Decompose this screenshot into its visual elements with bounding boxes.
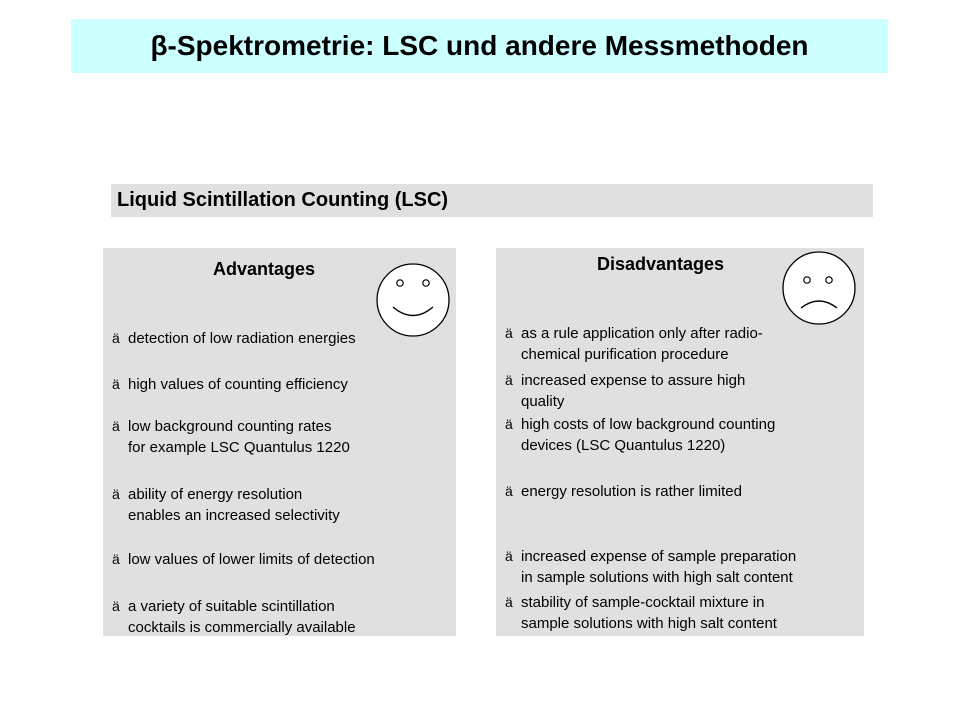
title-text: -Spektrometrie: LSC und andere Messmethoden xyxy=(167,30,809,61)
item-line: cocktails is commercially available xyxy=(128,619,356,636)
item-line: high values of counting efficiency xyxy=(128,376,348,393)
item-line: low background counting rates xyxy=(128,418,332,435)
item-text xyxy=(128,416,350,458)
disadvantages-heading: Disadvantages xyxy=(597,254,725,274)
disadvantages-item xyxy=(505,323,763,365)
bullet-arrow-icon: ä xyxy=(505,483,513,499)
advantages-item xyxy=(112,374,348,395)
title-greek-letter: β xyxy=(150,30,168,61)
bullet-arrow-icon: ä xyxy=(112,330,120,346)
page-title xyxy=(150,30,808,62)
advantages-heading: Advantages xyxy=(213,259,316,279)
item-line: ability of energy resolution xyxy=(128,486,303,503)
disadvantages-item xyxy=(505,592,777,634)
bullet-arrow-icon: ä xyxy=(112,598,120,614)
item-line: as a rule application only after radio- xyxy=(521,325,763,342)
bullet-arrow-icon: ä xyxy=(505,594,513,610)
item-line: stability of sample-cocktail mixture in xyxy=(521,594,765,611)
bullet-arrow-icon: ä xyxy=(505,372,513,388)
bullet-arrow-icon: ä xyxy=(505,416,513,432)
item-line: detection of low radiation energies xyxy=(128,330,356,347)
disadvantages-item xyxy=(505,370,745,412)
item-text xyxy=(128,374,348,395)
item-line: in sample solutions with high salt content xyxy=(521,569,793,586)
item-text xyxy=(521,481,742,502)
title-banner xyxy=(71,19,888,73)
item-line: devices (LSC Quantulus 1220) xyxy=(521,437,726,454)
item-line: a variety of suitable scintillation xyxy=(128,598,335,615)
disadvantages-panel xyxy=(496,248,864,636)
smiley-face-icon xyxy=(375,262,451,338)
sad-face-icon xyxy=(781,250,857,326)
item-text xyxy=(128,549,375,570)
bullet-arrow-icon: ä xyxy=(112,551,120,567)
item-text xyxy=(128,484,340,526)
item-line: increased expense to assure high xyxy=(521,372,746,389)
bullet-arrow-icon: ä xyxy=(112,486,120,502)
item-line: energy resolution is rather limited xyxy=(521,483,742,500)
advantages-item xyxy=(112,596,356,638)
disadvantages-item xyxy=(505,481,742,502)
item-line: for example LSC Quantulus 1220 xyxy=(128,439,350,456)
item-line: high costs of low background counting xyxy=(521,416,776,433)
item-line: sample solutions with high salt content xyxy=(521,615,777,632)
bullet-arrow-icon: ä xyxy=(505,548,513,564)
item-text xyxy=(128,596,356,638)
item-text xyxy=(521,370,745,412)
advantages-item xyxy=(112,549,375,570)
item-line: quality xyxy=(521,393,565,410)
item-text xyxy=(521,323,763,365)
item-text xyxy=(521,414,775,456)
disadvantages-item xyxy=(505,414,775,456)
section-banner xyxy=(111,184,873,217)
bullet-arrow-icon: ä xyxy=(112,418,120,434)
advantages-panel xyxy=(103,248,456,636)
advantages-item xyxy=(112,416,350,458)
advantages-item xyxy=(112,328,356,349)
disadvantages-item xyxy=(505,546,796,588)
item-text xyxy=(521,592,777,634)
item-text xyxy=(521,546,796,588)
item-line: low values of lower limits of detection xyxy=(128,551,375,568)
item-line: chemical purification procedure xyxy=(521,346,729,363)
item-text xyxy=(128,328,356,349)
item-line: increased expense of sample preparation xyxy=(521,548,797,565)
advantages-item xyxy=(112,484,340,526)
item-line: enables an increased selectivity xyxy=(128,507,340,524)
bullet-arrow-icon: ä xyxy=(505,325,513,341)
section-heading: Liquid Scintillation Counting (LSC) xyxy=(117,189,449,211)
bullet-arrow-icon: ä xyxy=(112,376,120,392)
